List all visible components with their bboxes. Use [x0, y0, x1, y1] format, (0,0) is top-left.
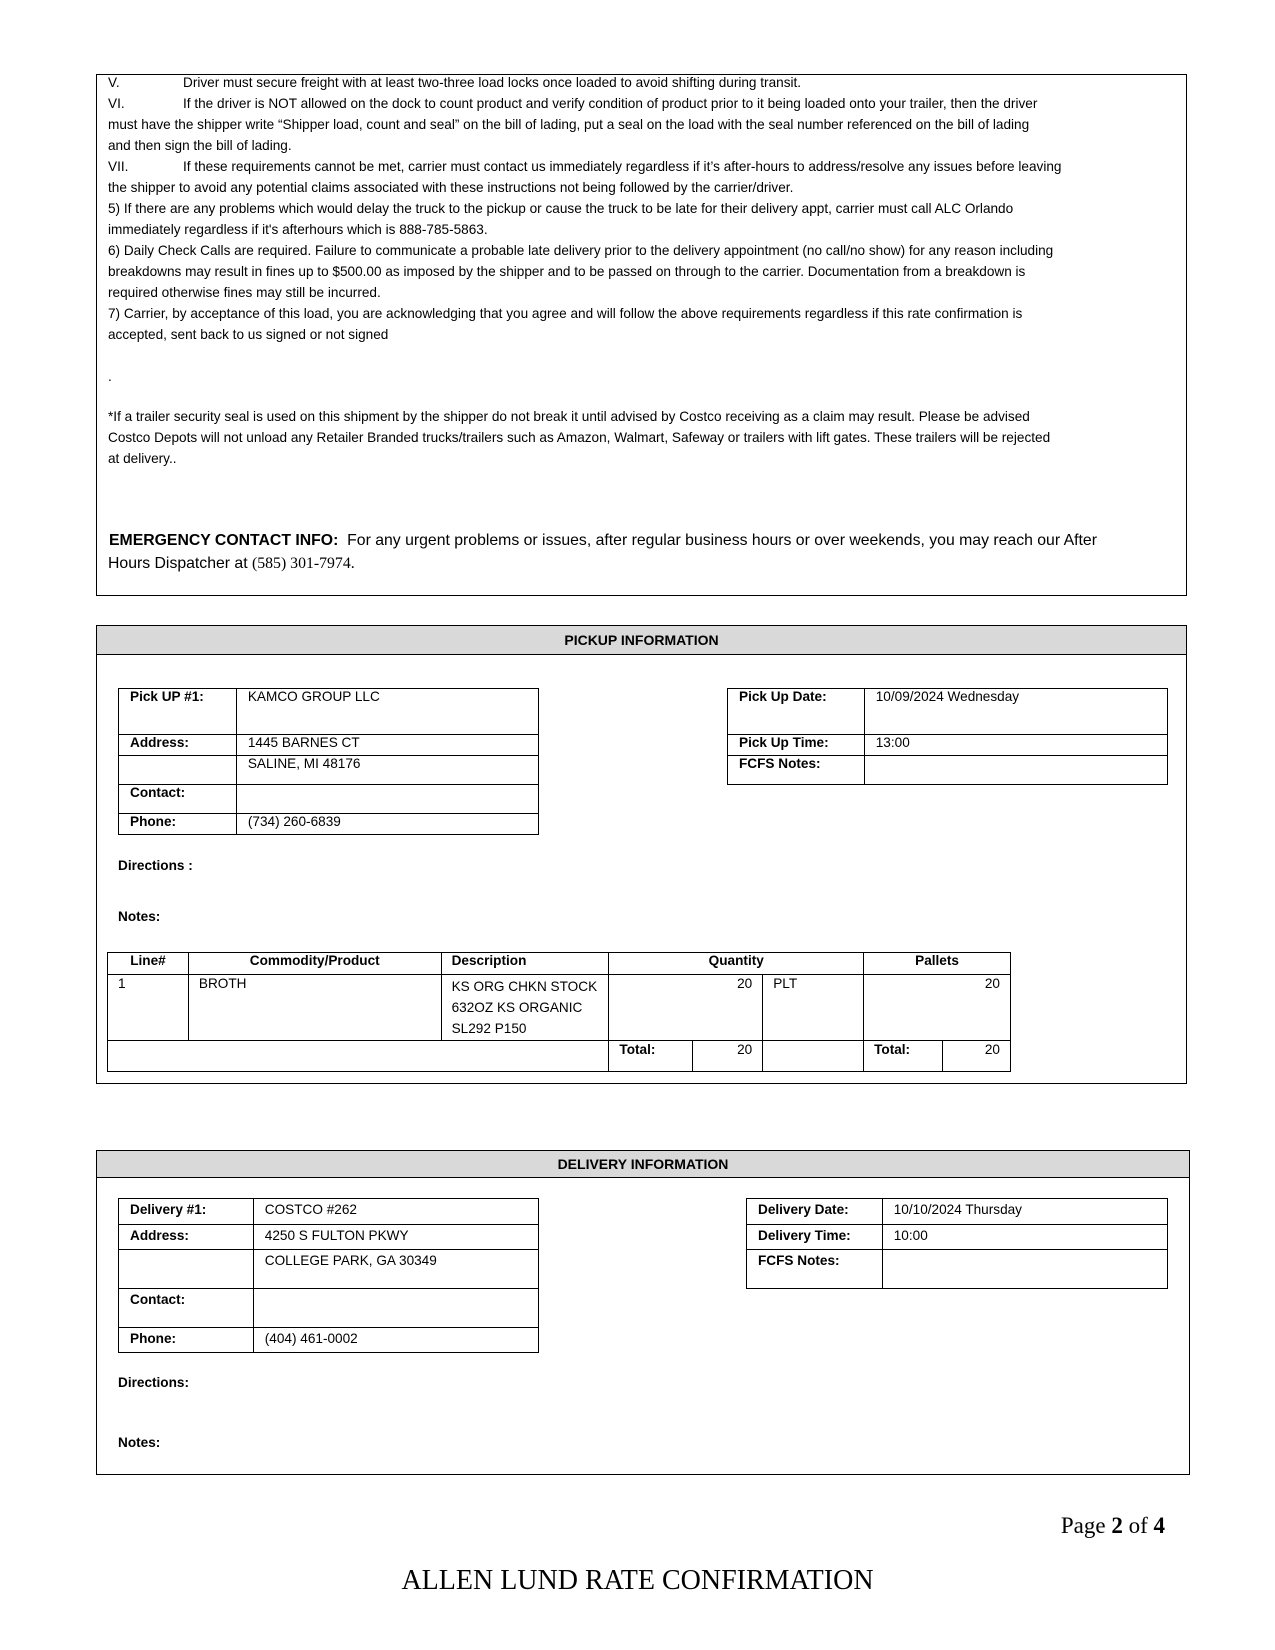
- pickup-fcfs-label: FCFS Notes:: [728, 756, 865, 785]
- goods-header-description: Description: [441, 953, 609, 975]
- pickup-contact-label: Contact:: [119, 785, 237, 814]
- pallets-total-label: Total:: [864, 1041, 943, 1072]
- pickup-time-label: Pick Up Time:: [728, 735, 865, 756]
- qty-total-label: Total:: [609, 1041, 693, 1072]
- pickup-fcfs-value: [864, 756, 1167, 785]
- term-line: Costco Depots will not unload any Retailer Branded trucks/trailers such as Amazon, Walmart, Safeway or trailers with lift gates. These trailers will be rejected: [108, 430, 1051, 445]
- pickup-stop-table: [118, 688, 539, 835]
- goods-pallets: 20: [864, 975, 1011, 1041]
- delivery-address-label: Address:: [119, 1225, 254, 1250]
- delivery-time-label: Delivery Time:: [747, 1225, 883, 1250]
- goods-row: [108, 975, 1011, 1041]
- pickup-address-line2: SALINE, MI 48176: [236, 756, 538, 785]
- delivery-time-value: 10:00: [882, 1225, 1167, 1250]
- page-current: 2: [1111, 1513, 1123, 1538]
- term-line: at delivery..: [108, 451, 177, 466]
- delivery-date-value: 10/10/2024 Thursday: [882, 1199, 1167, 1225]
- delivery-contact-value: [253, 1289, 538, 1328]
- term-line: 5) If there are any problems which would delay the truck to the pickup or cause the truck to be late for their delivery appt, carrier must call ALC Orlando: [108, 201, 1014, 216]
- goods-unit: PLT: [763, 975, 864, 1041]
- delivery-address-line1: 4250 S FULTON PKWY: [253, 1225, 538, 1250]
- pickup-notes-label: Notes:: [118, 909, 161, 924]
- delivery-stop-label: Delivery #1:: [119, 1199, 254, 1225]
- delivery-directions-label: Directions:: [118, 1375, 190, 1390]
- delivery-contact-label: Contact:: [119, 1289, 254, 1328]
- pickup-date-value: 10/09/2024 Wednesday: [864, 689, 1167, 735]
- delivery-address-line2: COLLEGE PARK, GA 30349: [253, 1250, 538, 1289]
- emergency-contact-line2: Hours Dispatcher at (585) 301-7974.: [108, 555, 355, 572]
- goods-description: KS ORG CHKN STOCK 632OZ KS ORGANIC SL292 P150: [441, 975, 609, 1041]
- term-line: 6) Daily Check Calls are required. Failure to communicate a probable late delivery prior to the delivery appointment (no call/no show) for any reason including: [108, 243, 1054, 258]
- pickup-stop-value: KAMCO GROUP LLC: [236, 689, 538, 735]
- goods-table: [107, 952, 1011, 1072]
- delivery-stop-value: COSTCO #262: [253, 1199, 538, 1225]
- goods-commodity: BROTH: [188, 975, 441, 1041]
- goods-header-quantity: Quantity: [609, 953, 864, 975]
- emergency-contact: [109, 532, 1097, 550]
- pickup-date-label: Pick Up Date:: [728, 689, 865, 735]
- delivery-section: [96, 1150, 1190, 1475]
- term-line: V. Driver must secure freight with at least two-three load locks once loaded to avoid shifting during transit.: [108, 75, 802, 90]
- goods-header-commodity: Commodity/Product: [188, 953, 441, 975]
- delivery-phone-value: (404) 461-0002: [253, 1328, 538, 1353]
- pickup-phone-value: (734) 260-6839: [236, 814, 538, 835]
- term-line: required otherwise fines may still be incurred.: [108, 285, 381, 300]
- emergency-label: EMERGENCY CONTACT INFO:: [109, 532, 339, 549]
- term-line: .: [108, 369, 112, 384]
- pickup-address-label: Address:: [119, 735, 237, 756]
- term-line: accepted, sent back to us signed or not signed: [108, 327, 389, 342]
- pallets-total-value: 20: [943, 1041, 1011, 1072]
- delivery-stop-table: [118, 1198, 539, 1353]
- page-number: Page 2 of 4: [1060, 1513, 1165, 1538]
- term-line: and then sign the bill of lading.: [108, 138, 292, 153]
- pickup-directions-label: Directions :: [118, 858, 193, 873]
- terms-box: [96, 74, 1187, 596]
- delivery-fcfs-label: FCFS Notes:: [747, 1250, 883, 1289]
- goods-total-row: [108, 1041, 1011, 1072]
- delivery-notes-label: Notes:: [118, 1435, 161, 1450]
- pickup-time-value: 13:00: [864, 735, 1167, 756]
- delivery-schedule-table: [746, 1198, 1168, 1289]
- pickup-address-line1: 1445 BARNES CT: [236, 735, 538, 756]
- term-line: breakdowns may result in fines up to $500.00 as imposed by the shipper and to be passed on through to the carrier. Documentation from a breakdown is: [108, 264, 1026, 279]
- pickup-phone-label: Phone:: [119, 814, 237, 835]
- goods-header-line: Line#: [108, 953, 189, 975]
- emergency-text: For any urgent problems or issues, after regular business hours or over weekends, you may reach our After: [347, 532, 1097, 549]
- pickup-stop-label: Pick UP #1:: [119, 689, 237, 735]
- qty-total-value: 20: [693, 1041, 763, 1072]
- document-title: ALLEN LUND RATE CONFIRMATION: [401, 1565, 874, 1596]
- delivery-date-label: Delivery Date:: [747, 1199, 883, 1225]
- term-line: immediately regardless if it's afterhours which is 888-785-5863.: [108, 222, 488, 237]
- delivery-fcfs-value: [882, 1250, 1167, 1289]
- pickup-schedule-table: [727, 688, 1168, 785]
- goods-header-pallets: Pallets: [864, 953, 1011, 975]
- term-line: the shipper to avoid any potential claims associated with these instructions not being followed by the carrier/driver.: [108, 180, 794, 195]
- emergency-phone: (585) 301-7974.: [252, 555, 355, 572]
- goods-qty: 20: [609, 975, 763, 1041]
- term-line: 7) Carrier, by acceptance of this load, you are acknowledging that you agree and will follow the above requirements regardless if this rate confirmation is: [108, 306, 1023, 321]
- term-line: *If a trailer security seal is used on this shipment by the shipper do not break it until advised by Costco receiving as a claim may result. Please be advised: [108, 409, 1030, 424]
- delivery-heading: DELIVERY INFORMATION: [97, 1151, 1189, 1178]
- term-line: VII. If these requirements cannot be met, carrier must contact us immediately regardless if it’s after-hours to address/resolve any issues before leaving: [108, 159, 1062, 174]
- pickup-section: [96, 625, 1187, 1084]
- page-total: 4: [1153, 1513, 1165, 1538]
- goods-line: 1: [108, 975, 189, 1041]
- delivery-phone-label: Phone:: [119, 1328, 254, 1353]
- pickup-heading: PICKUP INFORMATION: [97, 626, 1186, 655]
- pickup-contact-value: [236, 785, 538, 814]
- term-line: must have the shipper write “Shipper load, count and seal” on the bill of lading, put a seal on the load with the seal number referenced on the bill of lading: [108, 117, 1030, 132]
- term-line: VI. If the driver is NOT allowed on the dock to count product and verify condition of product prior to it being loaded onto your trailer, then the driver: [108, 96, 1038, 111]
